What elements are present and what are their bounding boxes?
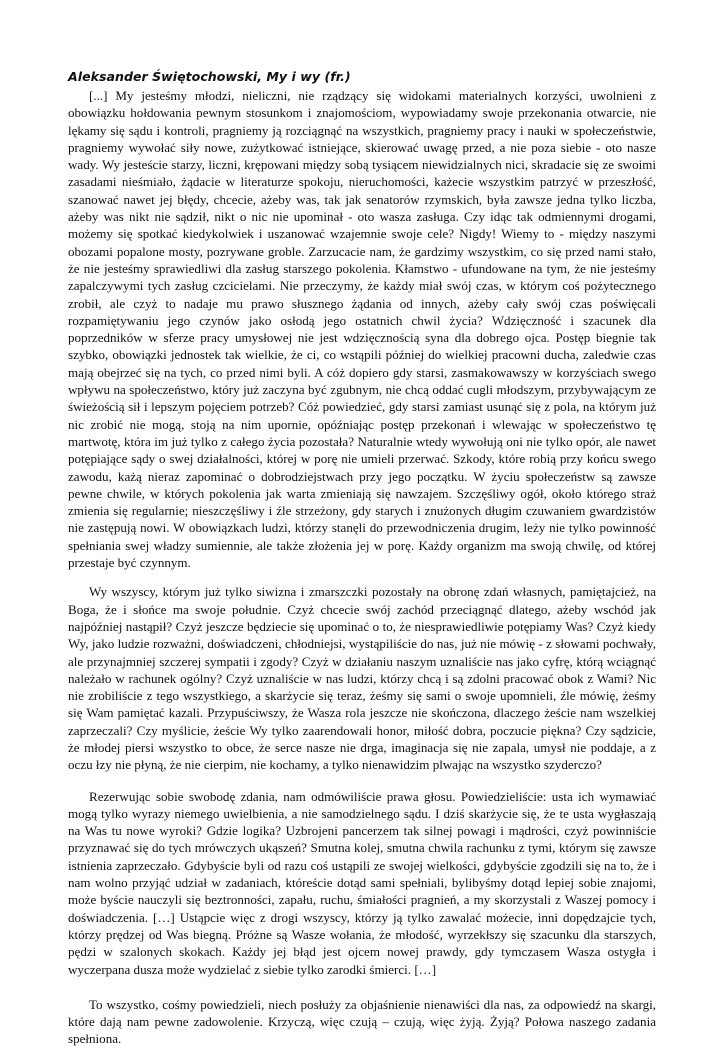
paragraph-3: Rezerwując sobie swobodę zdania, nam odmówiliście prawa głosu. Powiedzieliście: usta ich wymawiać mogą tylko wyrazy niemego uwielbienia, a nie samodzielnego sądu. I dziś skarżycie się, że te usta wygłaszają na Was tu nowe wyroki? Gdzie logika? Uzbrojeni pancerzem tak silnej powagi i mądrości, czyż powinniście przyznawać się do tych mrówczych ukąszeń? Smutna kolej, smutna chwila rachunku z tymi, którym się zawsze istnienia zaprzeczało. Gdybyście byli od razu coś ustąpili ze swojej wielkości, gdybyście zgodzili się na to, że i nam wolno przyjąć udział w zadaniach, któreście dotąd sami spełniali, bylibyśmy dotąd lepiej sobie znajomi, może byście nauczyli się beztronności, zapału, ruchu, śmiałości pragnień, a my skorzystali z Waszej pomocy i doświadczenia. […] Ustąpcie więc z drogi wszyscy, którzy ją tylko zawalać możecie, inni dopędzajcie tych, którzy prędzej od Was biegną. Próżne są Wasze wołania, że młodość, wyrzekłszy się szacunku dla starszych, pędzi w szalonych skokach. Każdy jej błąd jest ojcem nowej prawdy, gdy tymczasem Wasza ostygła i wyczerpana dusza może wydzielać z siebie tylko zarodki śmierci. […] (68, 788, 656, 977)
paragraph-2: Wy wszyscy, którym już tylko siwizna i zmarszczki pozostały na obronę zdań własnych, pamiętajcież, na Boga, że i słońce ma swoje południe. Czyż chcecie swój zachód przeciągnąć dlatego, ażeby wschód jak najpóźniej nastąpił? Czyż jeszcze będziecie się upominać o to, że niesprawiedliwie potępiamy Was? Czyż kiedy Wy, jako ludzie rozważni, doświadczeni, chłodniejsi, wystąpiliście do nas, już nie mówię - z słowami pochwały, ale przynajmniej szczerej sympatii i zgody? Czyż w działaniu naszym uznaliście nas jako cyfrę, którą wciągnąć należało w rachunek ogólny? Czyż uznaliście w nas ludzi, którzy chcą i są zdolni pracować obok z Wami? Nic nie zrobiliście z tego wszystkiego, a skarżycie się teraz, żeśmy się sami o swoje upomnieli, źle mówię, żeśmy się Wam pamiętać kazali. Przypuściwszy, że Wasza rola jeszcze nie skończona, dlaczego żeście nam wszelkiej zaprzeczali? Czy myślicie, żeście Wy tylko zaarendowali honor, miłość dobra, poczucie piękna? Czy sądzicie, że młodej piersi wszystko to obce, że serce nasze nie drga, imaginacja się nie zapala, umysł nie poddaje, a z oczu łzy nie płyną, że nie cierpim, nie kochamy, a tylko nienawidzim plwając na wszystko szyderczo? (68, 584, 656, 773)
document-title: Aleksander Świętochowski, My i wy (fr.) (68, 69, 351, 84)
paragraph-4: To wszystko, cośmy powiedzieli, niech posłuży za objaśnienie nienawiści dla nas, za odpowiedź na skargi, które dają nam pewne zadowolenie. Krzyczą, więc czują – czują, więc żyją. Żyją? Połowa naszego zadania spełniona. (68, 996, 656, 1047)
document-page (68, 68, 656, 1048)
paragraph-1: [...] My jesteśmy młodzi, nieliczni, nie rządzący się widokami materialnych korzyści, uwolnieni z obowiązku hołdowania pewnym stosunkom i znajomościom, wypowiadamy swoje przekonania otwarcie, nie lękamy się sądu i kontroli, pragniemy ją rozciągnąć na wszystkich, pragniemy pracy i nauki w społeczeństwie, pragniemy wywołać siły nowe, zużytkować istniejące, skierować uwagę przed, a nie poza siebie - oto nasze wady. Wy jesteście starzy, liczni, krępowani między sobą tysiącem niewidzialnych nici, skradacie się ze swoimi zasadami nieśmiało, żądacie w literaturze spokoju, nieruchomości, każecie wszystkim patrzyć w przeszłość, szanować nawet jej błędy, chcecie, ażeby was, tak jak senatorów rzymskich, była zawsze jedna tylko liczba, ażeby was nikt nie sądził, nikt o nic nie upominał - oto wasza zasługa. Czy idąc tak odmiennymi drogami, możemy się spotkać kiedykolwiek i uszanować wzajemnie swoje cele? Nigdy! Wiemy to - między naszymi obozami popalone mosty, pozrywane groble. Zarzucacie nam, że gardzimy wszystkim, co się przed nami stało, że nie jesteśmy sprawiedliwi dla zasług starszego pokolenia. Kłamstwo - ufundowane na tym, że nie jesteśmy zapalczywymi tych zasług czcicielami. Nie przeczymy, że każdy miał swój czas, w którym coś pożytecznego zrobił, ale czyż to nadaje mu prawo słusznego żądania od innych, ażeby cały swój czas poświęcali rozpamiętywaniu jego czynów jako osłodą jego ostatnich chwil życia? Wdzięczność i szacunek dla poprzedników w sferze pracy umysłowej nie jest wdzięcznością syna dla dobrego ojca. Postęp biegnie tak szybko, obowiązki jednostek tak wielkie, że ci, co wstąpili później do wielkiej pracowni ducha, zaledwie czas mają obejrzeć się na tych, co przed nimi byli. A cóż dopiero gdy starsi, zasmakowawszy w korzyściach swego wpływu na społeczeństwo, który już zaczyna być zgubnym, nie chcą oddać cugli młodszym, przybywającym ze świeżością sił i lepszym pojęciem potrzeb? Cóż powiedzieć, gdy starsi zamiast usunąć się z pola, na którym już nic zrobić nie mogą, stoją na nim upornie, opóźniając postęp przekonań i wlewając w społeczeństwo tę martwotę, która im już tylko z całego życia pozostała? Naturalnie wtedy wywołują oni nie tylko opór, ale nawet potępiające sądy o swej działalności, której w porę nie umieli przerwać. Szkody, które robią przy końcu swego zawodu, każą nieraz zapominać o dobrodziejstwach przy jego początku. W życiu społeczeństw są zawsze pewne chwile, w których pokolenia jak warta zmieniają się nawzajem. Szczęśliwy ogół, około którego straż zmienia się regularnie; nieszczęśliwy i źle strzeżony, gdy starych i znużonych długim czuwaniem gwardzistów nie zastępują nowi. W obowiązkach ludzi, którzy stanęli do przewodniczenia drugim, leży nie tylko powinność spełniania swej władzy sumiennie, ale także złożenia jej w porę. Każdy organizm ma swoją chwilę, od której przestaje być czynnym. (68, 88, 656, 571)
